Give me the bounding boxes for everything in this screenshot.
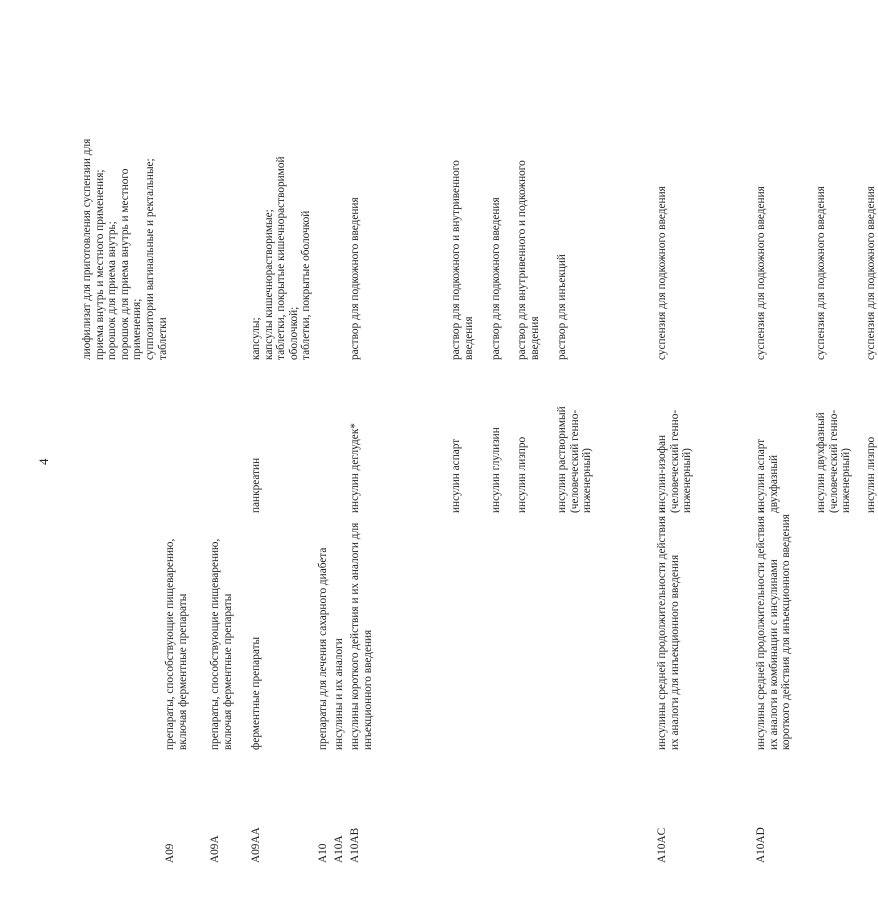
drug-name-line: инсулин аспарт (755, 438, 767, 513)
drug-name-line: инсулин глулизин (490, 427, 502, 513)
group-name-line: препараты, способствующие пищеварению, (209, 538, 221, 750)
dosage-forms-line: суспензия для подкожного введения (865, 186, 877, 360)
drug-name (865, 437, 878, 513)
group-name-line: включая ферментные препараты (176, 593, 189, 750)
group-name (333, 638, 346, 750)
dosage-forms-line: суспензия для подкожного введения (755, 186, 767, 360)
atc-code: A10AD (755, 827, 767, 863)
dosage-forms-line: таблетки, покрытые кишечнорастворимой (275, 156, 288, 360)
dosage-forms-line: таблетки, покрытые оболочкой (300, 210, 313, 360)
dosage-forms-line: суппозитории вагинальные и ректальные; (143, 158, 156, 360)
drug-name-line: инсулин растворимый (556, 406, 568, 513)
drug-name-line: инсулин лизпро (516, 436, 528, 513)
group-name-line: их аналоги в комбинации с инсулинами (767, 559, 780, 750)
group-name-line: инсулины и их аналоги (333, 638, 345, 750)
group-name-line: препараты для лечения сахарного диабета (317, 547, 329, 750)
dosage-forms-line: раствор для подкожного и внутривенного (450, 160, 462, 360)
drug-name-line: панкреатин (250, 457, 262, 513)
group-name (317, 548, 330, 750)
dosage-forms-line: суспензия для подкожного введения (815, 186, 827, 360)
drug-name-line: (человеческий генно- (568, 409, 581, 513)
drug-name-line: инженерный) (681, 448, 694, 513)
dosage-forms-line: лиофилизат для приготовления суспензии для (81, 138, 93, 360)
dosage-forms-line: применения; (131, 298, 144, 360)
group-name-line: их аналоги для инъекционного введения (668, 554, 681, 750)
group-name-line: инсулины средней продолжительности действия и (755, 507, 767, 750)
atc-code: A09AA (250, 827, 262, 863)
dosage-forms-line: приема внутрь и местного применения; (93, 169, 106, 360)
group-name (164, 539, 189, 750)
dosage-forms-line: порошок для приема внутрь и местного (118, 168, 131, 360)
drug-name (556, 406, 594, 513)
drug-name-line: инсулин двухфазный (815, 412, 827, 513)
drug-name (755, 439, 780, 513)
group-name-line: включая ферментные препараты (221, 593, 234, 750)
group-name-line: ферментные препараты (250, 636, 262, 750)
drug-name-line: инженерный) (840, 448, 853, 513)
dosage-forms (250, 156, 313, 360)
dosage-forms (865, 186, 878, 360)
atc-code: A10A (333, 835, 345, 863)
drug-name (450, 439, 463, 513)
drug-name (490, 427, 503, 513)
dosage-forms-line: раствор для подкожного введения (349, 197, 361, 360)
dosage-forms-line: раствор для подкожного введения (490, 197, 502, 360)
drug-name (349, 423, 362, 513)
atc-code: A10AC (656, 827, 668, 863)
page-number: 4 (36, 458, 51, 465)
dosage-forms (490, 197, 503, 360)
dosage-forms-line: оболочкой; (287, 306, 300, 360)
dosage-forms-line: введения (528, 316, 541, 360)
group-name (755, 507, 793, 750)
dosage-forms (349, 197, 362, 360)
dosage-forms (815, 186, 828, 360)
dosage-forms-line: капсулы; (250, 317, 262, 360)
dosage-forms-line: таблетки (156, 317, 169, 360)
drug-name-line: (человеческий генно- (827, 409, 840, 513)
group-name-line: инсулины короткого действия и их аналоги для (349, 522, 361, 750)
drug-name (516, 437, 529, 513)
group-name (656, 507, 681, 750)
dosage-forms (556, 254, 569, 360)
dosage-forms (516, 160, 541, 360)
dosage-forms-line: порошок для приема внутрь; (106, 221, 119, 360)
drug-name-line: инсулин аспарт (450, 438, 462, 513)
group-name-line: короткого действия для инъекционного введения (780, 514, 793, 750)
group-name-line: инсулины средней продолжительности действия и (656, 507, 668, 750)
dosage-forms-line: раствор для инъекций (556, 254, 568, 360)
drug-name-line: инсулин лизпро (865, 436, 877, 513)
atc-code: A09A (209, 835, 221, 863)
group-name (349, 523, 374, 750)
atc-code: A09 (164, 843, 176, 863)
group-name (250, 637, 263, 750)
dosage-forms-line: введения (462, 316, 475, 360)
group-name (209, 539, 234, 750)
drug-name-line: двухфазный (767, 454, 780, 513)
drug-name-line: инсулин-изофан (656, 434, 668, 513)
dosage-forms-line: капсулы кишечнорастворимые; (262, 209, 275, 360)
drug-name-line: инсулин деглудек* (349, 423, 361, 513)
atc-code: A10AB (349, 827, 361, 863)
drug-name (656, 410, 694, 513)
dosage-forms-line: раствор для внутривенного и подкожного (516, 160, 528, 360)
drug-name-line: (человеческий генно- (668, 409, 681, 513)
drug-name (815, 410, 853, 513)
dosage-forms-line: суспензия для подкожного введения (656, 186, 668, 360)
dosage-forms (450, 160, 475, 360)
atc-code: A10 (317, 843, 329, 863)
group-name-line: инъекционного введения (361, 629, 374, 750)
dosage-forms (656, 186, 669, 360)
group-name-line: препараты, способствующие пищеварению, (164, 538, 176, 750)
dosage-forms (755, 186, 768, 360)
dosage-forms (81, 139, 169, 360)
drug-name-line: инженерный) (581, 448, 594, 513)
drug-name (250, 458, 263, 513)
